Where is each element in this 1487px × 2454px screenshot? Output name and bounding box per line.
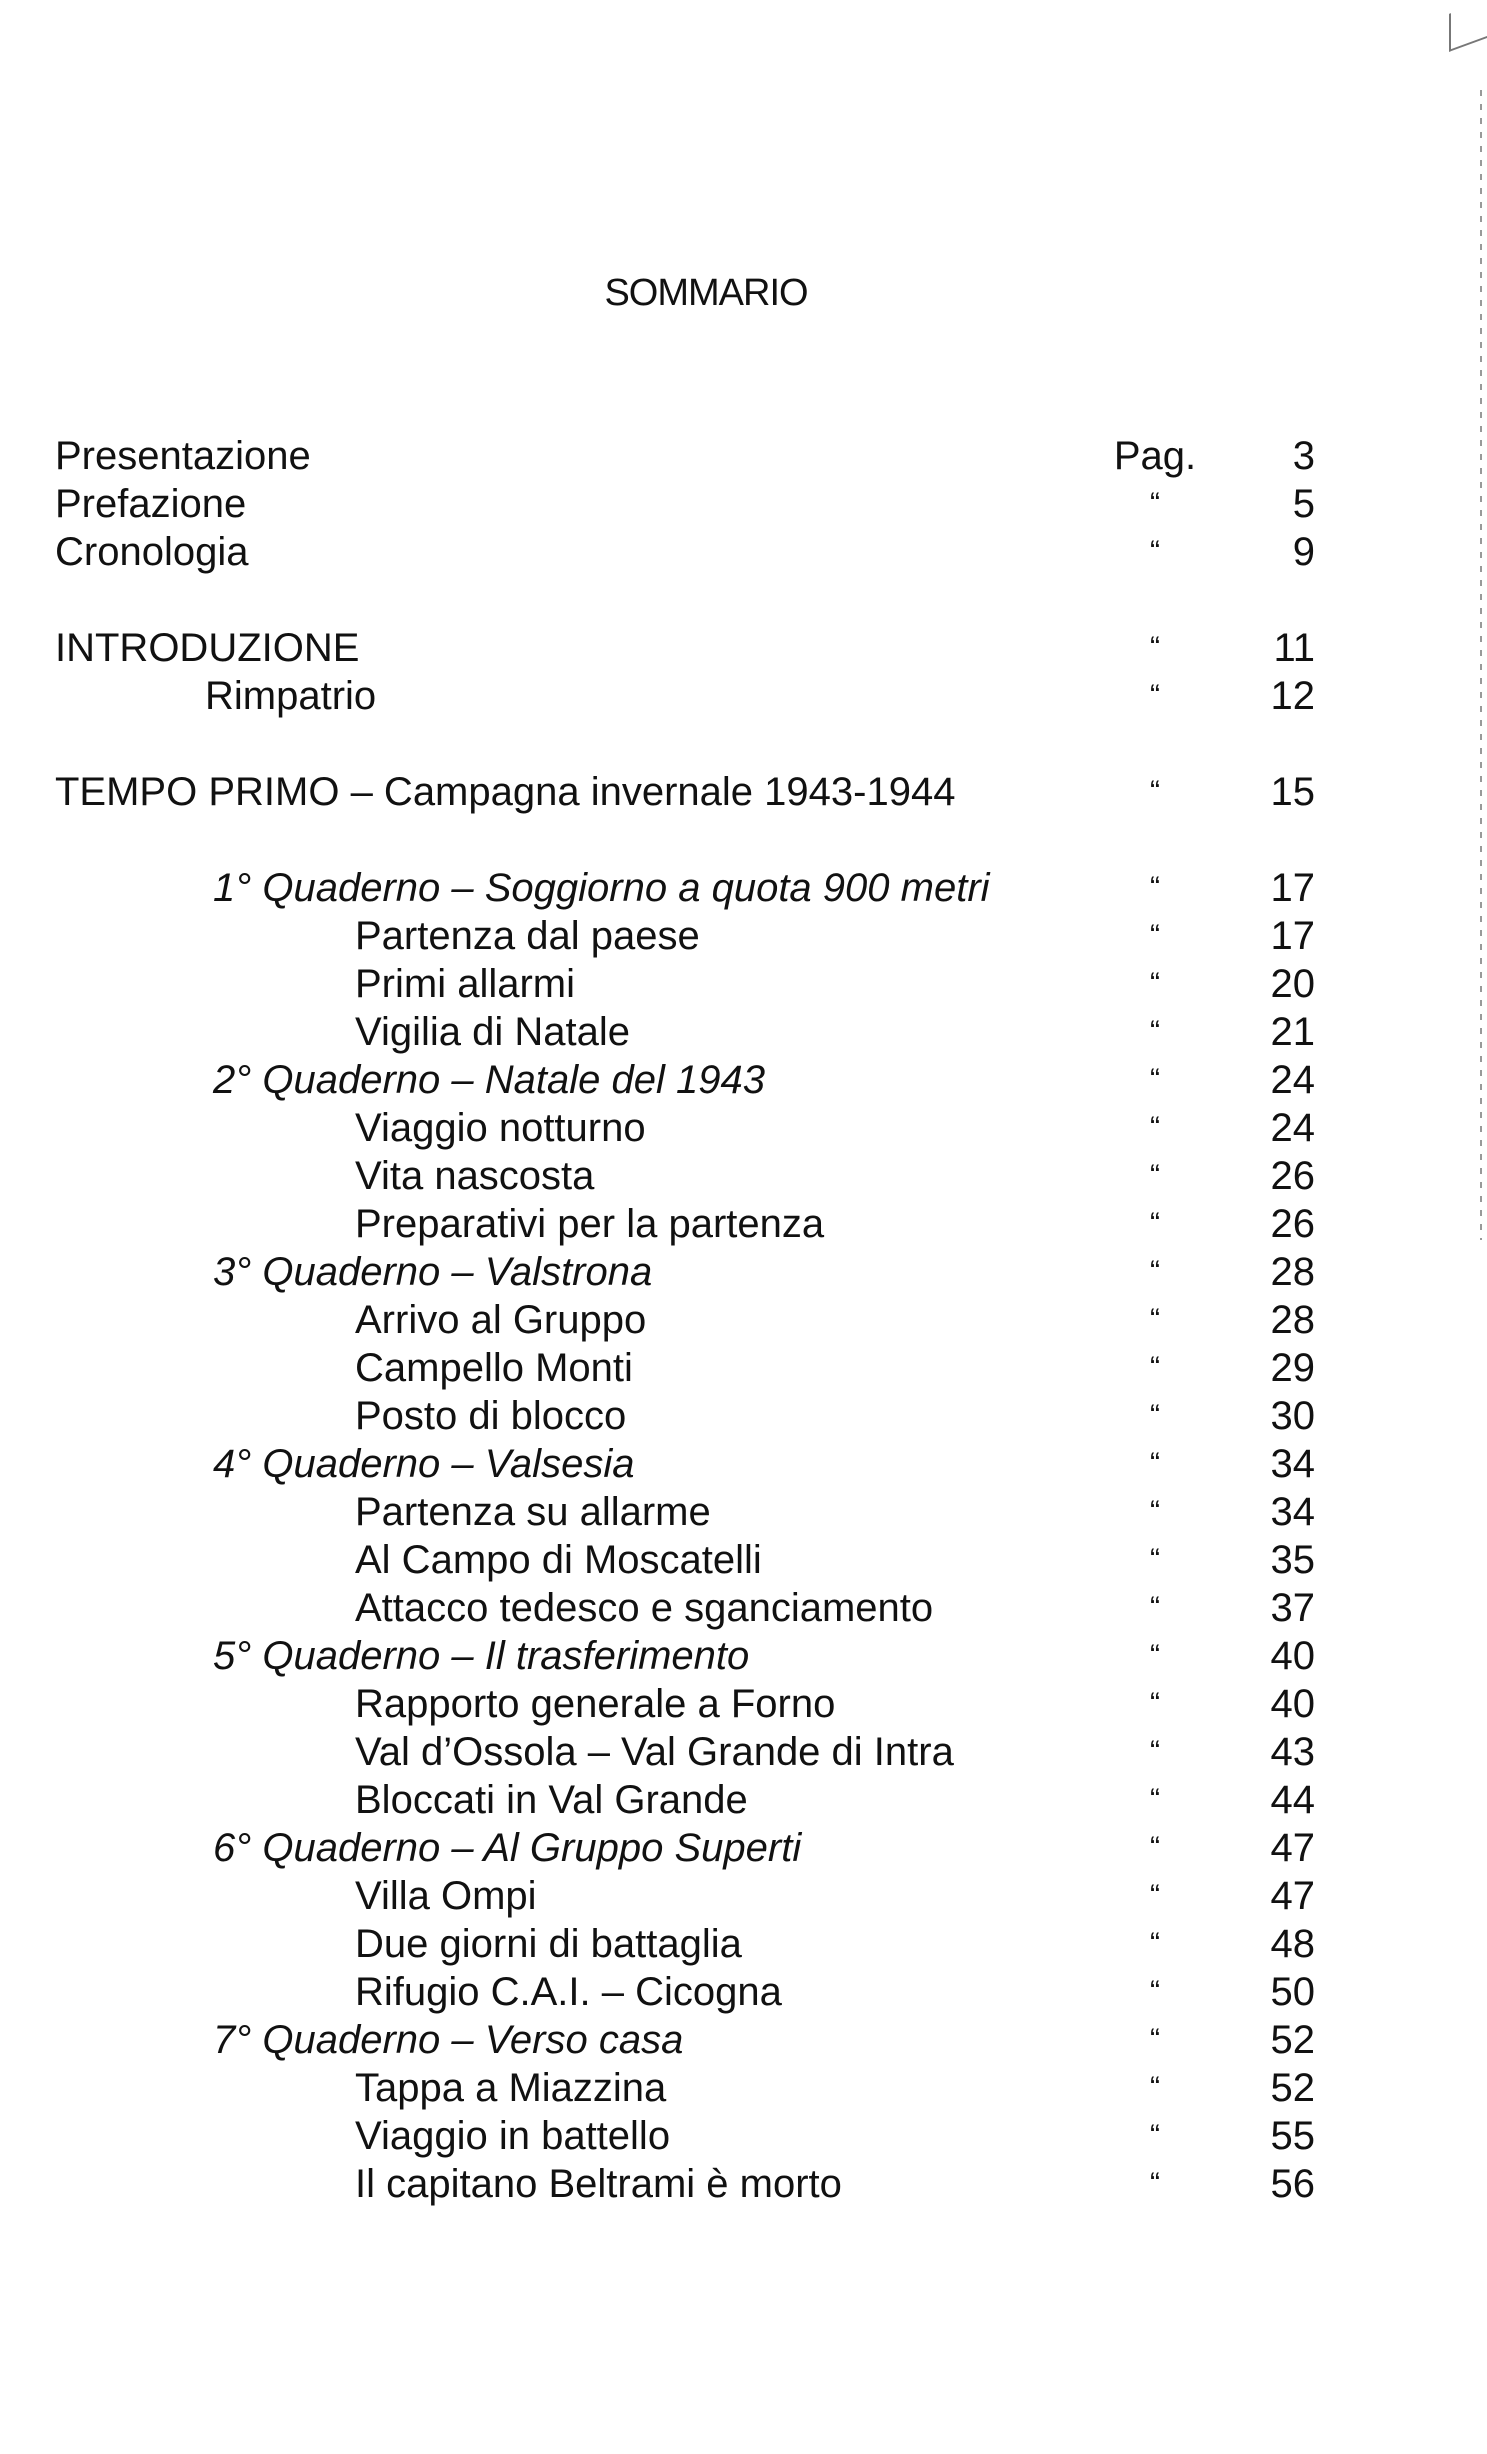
toc-entry-row: [55, 1728, 1315, 1776]
page-corner-mark: [1449, 0, 1487, 52]
ditto-mark: “: [1150, 2071, 1160, 2104]
toc-page-number: 56: [1270, 2162, 1315, 2206]
toc-entry-title: Preparativi per la partenza: [355, 1202, 825, 1246]
toc-entry-title: Al Campo di Moscatelli: [355, 1538, 762, 1582]
toc-page-number: 3: [1292, 434, 1315, 478]
toc-page-number: 9: [1292, 530, 1315, 574]
ditto-mark: “: [1150, 775, 1160, 808]
ditto-mark: “: [1150, 1495, 1160, 1528]
toc-page-number: 34: [1270, 1490, 1315, 1534]
page-abbreviation: Pag.: [1113, 434, 1197, 478]
toc-entry-title: Il capitano Beltrami è morto: [355, 2162, 842, 2206]
toc-entry-title: 1° Quaderno – Soggiorno a quota 900 metri: [213, 866, 990, 910]
toc-entry-row: [55, 624, 1315, 672]
toc-entry-title: 5° Quaderno – Il trasferimento: [213, 1634, 750, 1678]
toc-chapter-row: [55, 1824, 1315, 1872]
toc-entry-row: [55, 1680, 1315, 1728]
toc-page-number: 55: [1270, 2114, 1315, 2158]
toc-page-number: 26: [1270, 1202, 1315, 1246]
ditto-mark: “: [1150, 1063, 1160, 1096]
toc-entry-row: [55, 960, 1315, 1008]
toc-page-number: 12: [1270, 674, 1315, 718]
toc-page-number: 24: [1270, 1106, 1315, 1150]
toc-entry-row: [55, 2160, 1315, 2208]
toc-entry-row: [55, 1968, 1315, 2016]
toc-entry-title: Vita nascosta: [355, 1154, 595, 1198]
ditto-mark: “: [1150, 1687, 1160, 1720]
toc-page-number: 28: [1270, 1250, 1315, 1294]
toc-entry-row: [55, 768, 1315, 816]
toc-entry-title: Cronologia: [55, 530, 249, 574]
toc-page-number: 40: [1270, 1682, 1315, 1726]
toc-page-number: 5: [1292, 482, 1315, 526]
toc-page-number: 50: [1270, 1970, 1315, 2014]
ditto-mark: “: [1150, 919, 1160, 952]
ditto-mark: “: [1150, 2119, 1160, 2152]
toc-chapter-row: [55, 864, 1315, 912]
ditto-mark: “: [1150, 967, 1160, 1000]
toc-page-number: 30: [1270, 1394, 1315, 1438]
section-spacer: [55, 816, 1315, 864]
toc-chapter-row: [55, 1056, 1315, 1104]
toc-entry-row: [55, 1008, 1315, 1056]
toc-entry-title: Due giorni di battaglia: [355, 1922, 742, 1966]
toc-entry-title: Viaggio in battello: [355, 2114, 671, 2158]
toc-entry-row: [55, 1488, 1315, 1536]
ditto-mark: “: [1150, 631, 1160, 664]
toc-entry-row: [55, 1920, 1315, 1968]
scan-margin-line: [1480, 90, 1482, 1240]
toc-page-number: 43: [1270, 1730, 1315, 1774]
toc-entry-row: [55, 1104, 1315, 1152]
toc-entry-title: Posto di blocco: [355, 1394, 627, 1438]
section-spacer: [55, 720, 1315, 768]
toc-chapter-row: [55, 1440, 1315, 1488]
toc-page-number: 47: [1270, 1826, 1315, 1870]
toc-page-number: 35: [1270, 1538, 1315, 1582]
toc-entry-title: Villa Ompi: [355, 1874, 537, 1918]
toc-page-number: 17: [1270, 866, 1315, 910]
toc-entry-row: [55, 2064, 1315, 2112]
ditto-mark: “: [1150, 1399, 1160, 1432]
toc-entry-title: 2° Quaderno – Natale del 1943: [213, 1058, 765, 1102]
toc-page-number: 21: [1270, 1010, 1315, 1054]
ditto-mark: “: [1150, 1831, 1160, 1864]
toc-entry-title: Arrivo al Gruppo: [355, 1298, 647, 1342]
toc-entry-row: [55, 1872, 1315, 1920]
toc-entry-row: [55, 2112, 1315, 2160]
toc-page-number: 24: [1270, 1058, 1315, 1102]
toc-entry-title: Viaggio notturno: [355, 1106, 646, 1150]
ditto-mark: “: [1150, 2167, 1160, 2200]
ditto-mark: “: [1150, 1591, 1160, 1624]
toc-entry-title: TEMPO PRIMO – Campagna invernale 1943-1944: [55, 770, 956, 814]
toc-entry-title: Campello Monti: [355, 1346, 633, 1390]
toc-entry-title: Prefazione: [55, 482, 247, 526]
toc-page-number: 15: [1270, 770, 1315, 814]
toc-entry-title: Partenza su allarme: [355, 1490, 711, 1534]
toc-page-number: 37: [1270, 1586, 1315, 1630]
toc-entry-row: [55, 1776, 1315, 1824]
toc-entry-row: [55, 1200, 1315, 1248]
toc-entry-title: 3° Quaderno – Valstrona: [213, 1250, 653, 1294]
toc-entry-row: [55, 1584, 1315, 1632]
toc-page-number: 29: [1270, 1346, 1315, 1390]
ditto-mark: “: [1150, 1735, 1160, 1768]
toc-page-number: 47: [1270, 1874, 1315, 1918]
ditto-mark: “: [1150, 1927, 1160, 1960]
toc-entry-row: [55, 912, 1315, 960]
toc-page-number: 20: [1270, 962, 1315, 1006]
ditto-mark: “: [1150, 535, 1160, 568]
ditto-mark: “: [1150, 2023, 1160, 2056]
ditto-mark: “: [1150, 1255, 1160, 1288]
toc-entry-title: 4° Quaderno – Valsesia: [213, 1442, 635, 1486]
table-of-contents: [55, 432, 1315, 2208]
ditto-mark: “: [1150, 1543, 1160, 1576]
toc-page-number: 34: [1270, 1442, 1315, 1486]
ditto-mark: “: [1150, 1159, 1160, 1192]
ditto-mark: “: [1150, 1975, 1160, 2008]
ditto-mark: “: [1150, 679, 1160, 712]
toc-chapter-row: [55, 1632, 1315, 1680]
toc-entry-title: Primi allarmi: [355, 962, 575, 1006]
ditto-mark: “: [1150, 1447, 1160, 1480]
toc-entry-title: Val d’Ossola – Val Grande di Intra: [355, 1730, 954, 1774]
toc-entry-row: [55, 1392, 1315, 1440]
toc-entry-title: 7° Quaderno – Verso casa: [213, 2018, 684, 2062]
ditto-mark: “: [1150, 487, 1160, 520]
toc-entry-row: [55, 528, 1315, 576]
ditto-mark: “: [1150, 1639, 1160, 1672]
toc-page-number: 11: [1273, 626, 1315, 670]
toc-page-number: 44: [1270, 1778, 1315, 1822]
toc-chapter-row: [55, 1248, 1315, 1296]
page-title: SOMMARIO: [604, 272, 808, 314]
ditto-mark: “: [1150, 1351, 1160, 1384]
toc-entry-title: Attacco tedesco e sganciamento: [355, 1586, 934, 1630]
toc-entry-row: [55, 1152, 1315, 1200]
ditto-mark: “: [1150, 1879, 1160, 1912]
toc-entry-row: [55, 432, 1315, 480]
toc-page-number: 26: [1270, 1154, 1315, 1198]
toc-chapter-row: [55, 2016, 1315, 2064]
toc-entry-title: INTRODUZIONE: [55, 626, 360, 670]
toc-page-number: 48: [1270, 1922, 1315, 1966]
toc-entry-title: 6° Quaderno – Al Gruppo Superti: [213, 1826, 802, 1870]
section-spacer: [55, 576, 1315, 624]
ditto-mark: “: [1150, 871, 1160, 904]
toc-page-number: 28: [1270, 1298, 1315, 1342]
ditto-mark: “: [1150, 1207, 1160, 1240]
toc-entry-title: Tappa a Miazzina: [355, 2066, 667, 2110]
toc-entry-row: [55, 1536, 1315, 1584]
toc-entry-title: Rifugio C.A.I. – Cicogna: [355, 1970, 782, 2014]
toc-entry-title: Vigilia di Natale: [355, 1010, 630, 1054]
toc-entry-title: Partenza dal paese: [355, 914, 700, 958]
ditto-mark: “: [1150, 1783, 1160, 1816]
ditto-mark: “: [1150, 1015, 1160, 1048]
toc-entry-title: Presentazione: [55, 434, 311, 478]
toc-entry-row: [55, 672, 1315, 720]
toc-entry-title: Rapporto generale a Forno: [355, 1682, 836, 1726]
toc-entry-title: Rimpatrio: [205, 674, 377, 718]
toc-entry-title: Bloccati in Val Grande: [355, 1778, 748, 1822]
toc-entry-row: [55, 480, 1315, 528]
toc-entry-row: [55, 1296, 1315, 1344]
toc-page-number: 52: [1270, 2066, 1315, 2110]
toc-entry-row: [55, 1344, 1315, 1392]
toc-page-number: 17: [1270, 914, 1315, 958]
ditto-mark: “: [1150, 1111, 1160, 1144]
toc-page-number: 52: [1270, 2018, 1315, 2062]
ditto-mark: “: [1150, 1303, 1160, 1336]
toc-page-number: 40: [1270, 1634, 1315, 1678]
